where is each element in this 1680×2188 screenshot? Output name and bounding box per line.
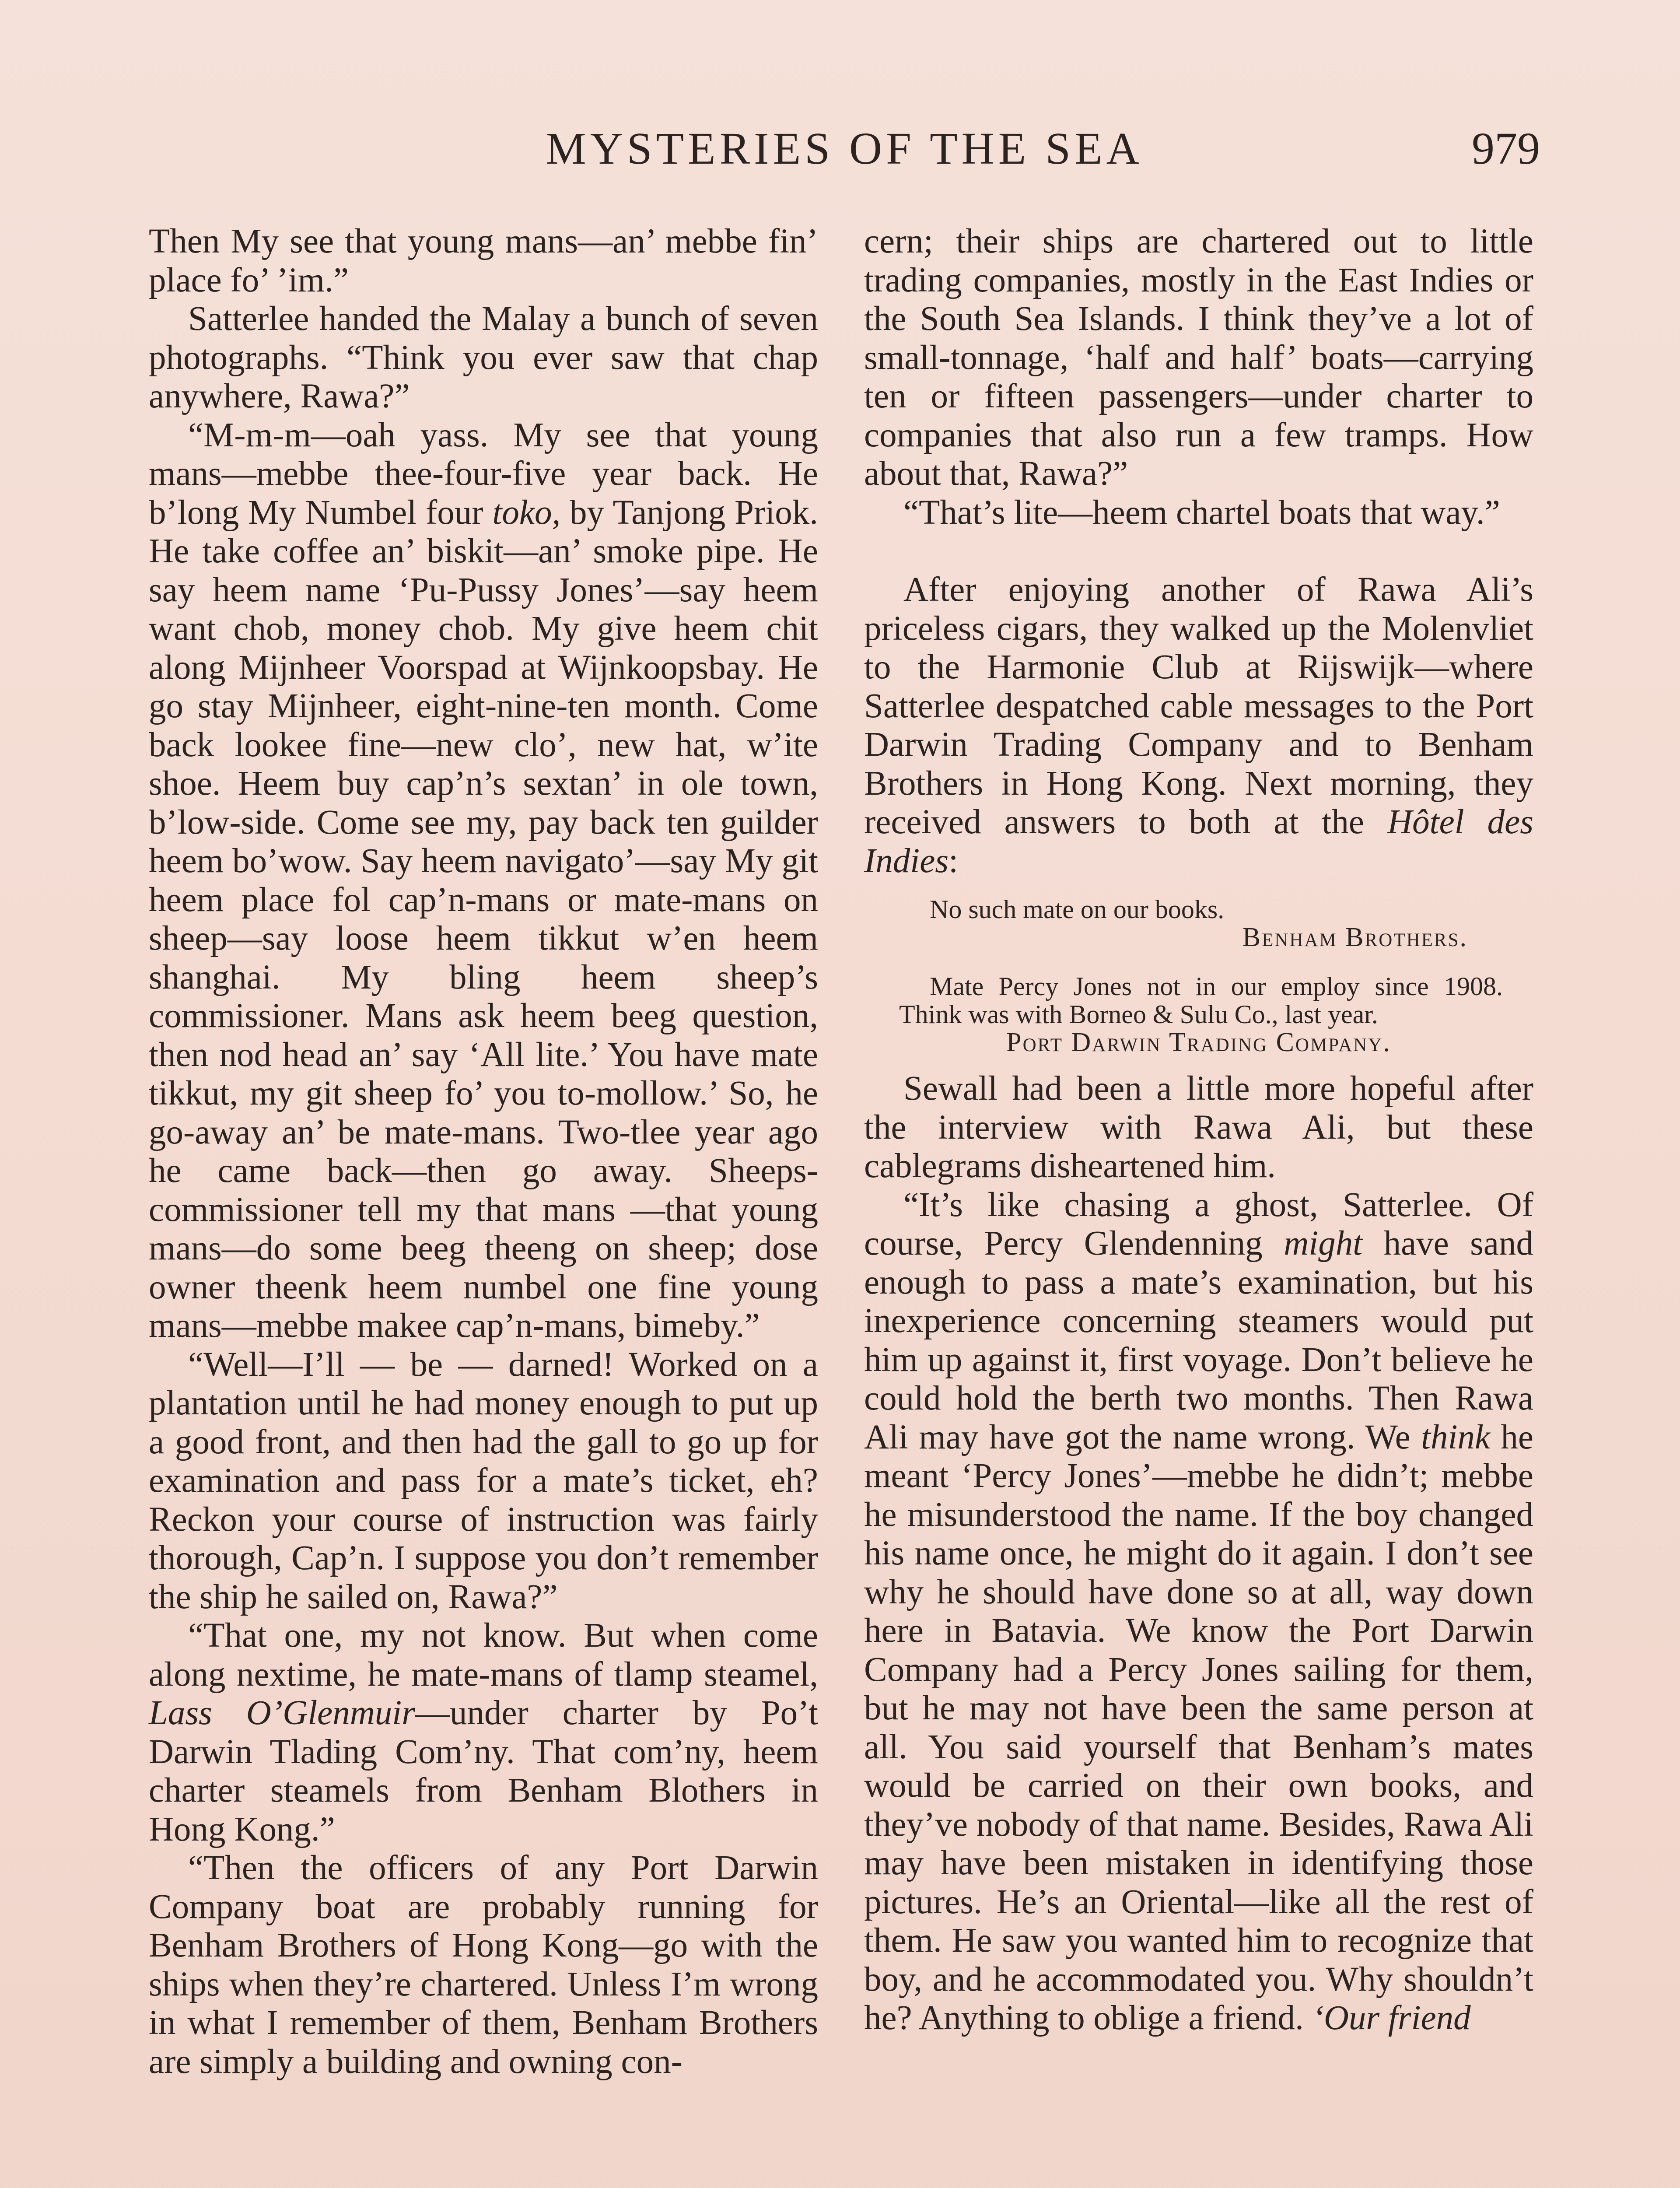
right-text-column bbox=[864, 222, 1533, 2188]
right-column-bottom-text bbox=[864, 1069, 1533, 2038]
paragraph: Sewall had been a little more hopeful after the interview with Rawa Ali, but these cablegrams disheartened him. bbox=[864, 1069, 1533, 1185]
cable-reply-benham bbox=[864, 895, 1533, 951]
right-column-section-text bbox=[864, 571, 1533, 880]
paragraph: “That one, my not know. But when come along nextime, he mate-mans of tlamp steamel, Lass O’Glenmuir—under charter by Po’t Darwin Tlading Com’ny. That com’ny, heem charter steamels from Benham Blothers in Hong Kong.” bbox=[149, 1616, 818, 1848]
running-title: MYSTERIES OF THE SEA bbox=[546, 123, 1143, 174]
paragraph: “Well—I’ll — be — darned! Worked on a plantation until he had money enough to put up a good front, and then had the gall to go up for examination and pass for a mate’s ticket, eh? Reckon your course of instruction was fairly thorough, Cap’n. I suppose you don’t remember the ship he sailed on, Rawa?” bbox=[149, 1345, 818, 1616]
cable-reply-port-darwin bbox=[864, 972, 1533, 1056]
cable-signature: Benham Brothers. bbox=[1242, 922, 1468, 952]
paragraph: “That’s lite—heem chartel boats that way.” bbox=[903, 493, 1500, 532]
paragraph: cern; their ships are chartered out to little trading companies, mostly in the East Indies or the South Sea Islands. I think they’ve a lot of small-tonnage, ‘half and half’ boats—carrying ten or fifteen passengers—under charter to companies that also run a few tramps. How about that, Rawa?” bbox=[864, 222, 1533, 493]
paragraph: “It’s like chasing a ghost, Satterlee. Of course, Percy Glendenning might have sand enough to pass a mate’s examination, but his inexperience concerning steamers would put him up against it, first voyage. Don’t believe he could hold the berth two months. Then Rawa Ali may have got the name wrong. We think he meant ‘Percy Jones’—mebbe he didn’t; mebbe he misunderstood the name. If the boy changed his name once, he might do it again. I don’t see why he should have done so at all, way down here in Batavia. We know the Port Darwin Company had a Percy Jones sailing for them, but he may not have been the same person at all. You said yourself that Benham’s mates would be carried on their own books, and they’ve nobody of that name. Besides, Rawa Ali may have been mistaken in identifying those pictures. He’s an Oriental—like all the rest of them. He saw you wanted him to recognize that boy, and he accommodated you. Why shouldn’t he? Anything to oblige a friend. ‘Our friend bbox=[864, 1185, 1533, 2037]
cable-signature: Port Darwin Trading Company. bbox=[1006, 1027, 1391, 1057]
paragraph: After enjoying another of Rawa Ali’s priceless cigars, they walked up the Molenvliet to the Harmonie Club at Rijswijk—where Satterlee despatched cable messages to the Port Darwin Trading Company and to Benham Brothers in Hong Kong. Next morning, they received answers to both at the Hôtel des Indies: bbox=[864, 571, 1533, 880]
cable-text: Mate Percy Jones not in our employ since 1908. Think was with Borneo & Sulu Co., last year. bbox=[899, 972, 1503, 1029]
paragraph: “M-m-m—oah yass. My see that young mans—mebbe thee-four-five year back. He b’long My Numbel four toko, by Tanjong Priok. He take coffee an’ biskit—an’ smoke pipe. He say heem name ‘Pu-Pussy Jones’—say heem want chob, money chob. My give heem chit along Mijnheer Voorspad at Wijnkoopsbay. He go stay Mijnheer, eight-nine-ten month. Come back lookee fine—new clo’, new hat, w’ite shoe. Heem buy cap’n’s sextan’ in ole town, b’low-side. Come see my, pay back ten guilder heem bo’wow. Say heem navigato’—say My git heem place fol cap’n-mans or mate-mans on sheep—say loose heem tikkut w’en heem shanghai. My bling heem sheep’s commissioner. Mans ask heem beeg question, then nod head an’ say ‘All lite.’ You have mate tikkut, my git sheep fo’ you to-mollow.’ So, he go-away an’ be mate-mans. Two-tlee year ago he came back—then go away. Sheeps-commissioner tell my that mans —that young mans—do some beeg theeng on sheep; dose owner theenk heem numbel one fine young mans—mebbe makee cap’n-mans, bimeby.” bbox=[149, 416, 818, 1345]
paragraph: Satterlee handed the Malay a bunch of seven photographs. “Think you ever saw that chap anywhere, Rawa?” bbox=[149, 300, 818, 415]
section-break bbox=[864, 532, 1533, 571]
page-header bbox=[149, 123, 1540, 184]
cable-text: No such mate on our books. bbox=[930, 895, 1225, 924]
right-column-top-text bbox=[864, 222, 1533, 532]
paragraph: Then My see that young mans—an’ mebbe fin’ place fo’ ’im.” bbox=[149, 222, 818, 299]
page-number: 979 bbox=[1472, 123, 1540, 174]
paragraph: “Then the officers of any Port Darwin Company boat are probably running for Benham Brothers of Hong Kong—go with the ships when they’re chartered. Unless I’m wrong in what I remember of them, Benham Brothers are simply a building and owning con- bbox=[149, 1849, 818, 2081]
left-text-column bbox=[149, 222, 818, 2188]
